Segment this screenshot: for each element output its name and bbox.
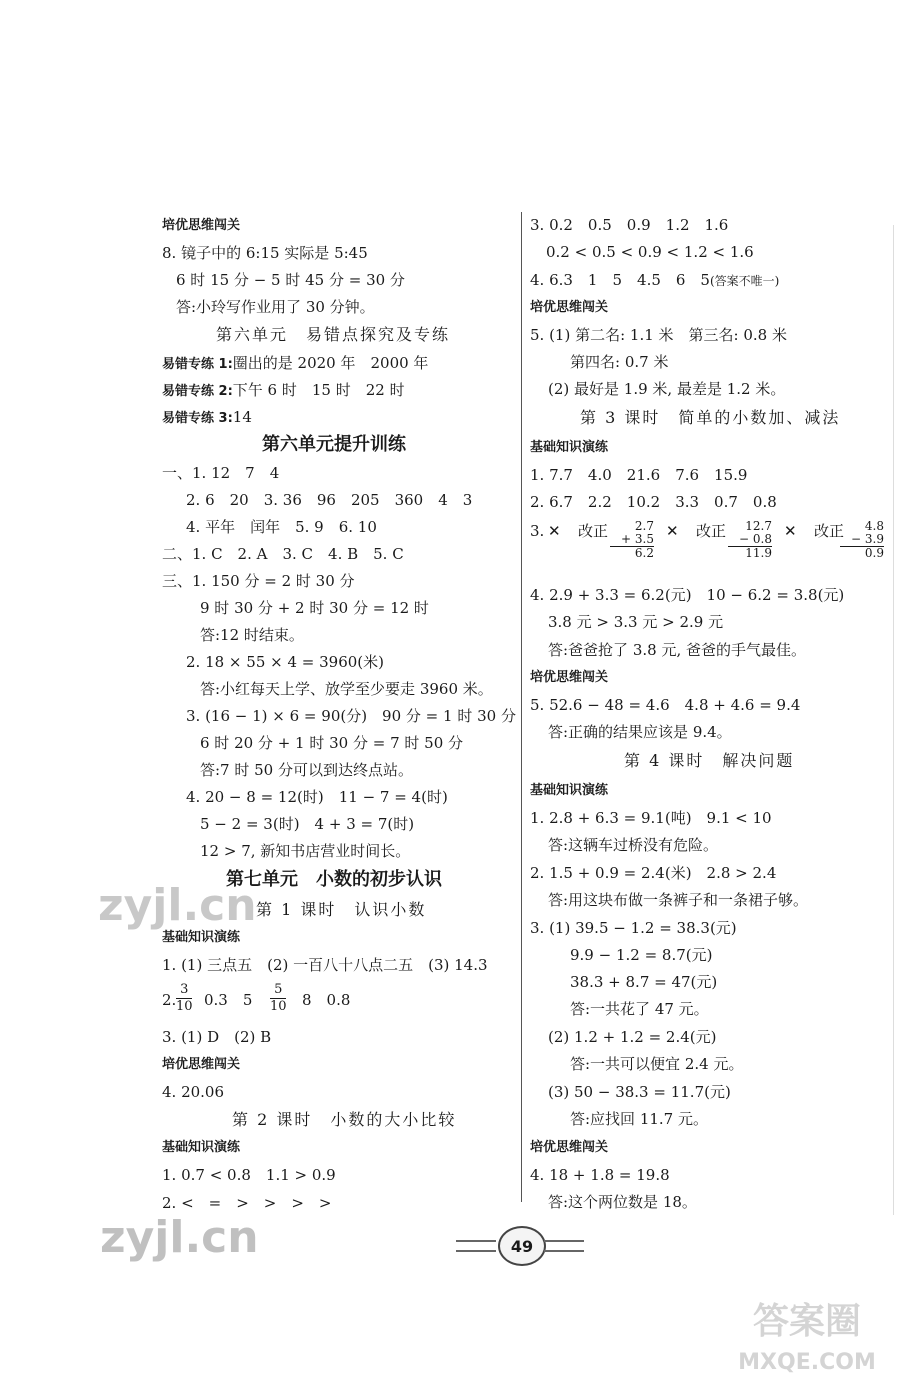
unit-heading: 第六单元提升训练 <box>262 434 406 455</box>
fraction <box>270 982 287 1015</box>
answer-line: 9 时 30 分 + 2 时 30 分 = 12 时 <box>200 599 429 617</box>
answer-line: 2. 6 20 3. 36 96 205 360 4 3 <box>186 491 473 509</box>
answer-text: 下午 6 时 15 时 22 时 <box>232 381 405 399</box>
answer-line: 答:这辆车过桥没有危险。 <box>548 836 719 854</box>
calc-operand: − 0.8 <box>739 532 772 546</box>
practice-label: 易错专练 1: <box>162 357 233 372</box>
answer-line: 0.2 < 0.5 < 0.9 < 1.2 < 1.6 <box>546 243 754 261</box>
answer-text: 8 0.8 <box>302 991 351 1009</box>
answer-line: 6 时 20 分 + 1 时 30 分 = 7 时 50 分 <box>200 734 464 752</box>
answer-line: 4. 18 + 1.8 = 19.8 <box>530 1166 670 1184</box>
edge-line <box>893 225 894 1215</box>
answer-line: 2. 6.7 2.2 10.2 3.3 0.7 0.8 <box>530 493 777 511</box>
calc-result: 11.9 <box>728 546 772 560</box>
answer-line: 2. 1.5 + 0.9 = 2.4(米) 2.8 > 2.4 <box>530 864 777 882</box>
answer-line: 答:正确的结果应该是 9.4。 <box>548 723 732 741</box>
calc-top: 12.7 <box>745 519 772 533</box>
answer-line: 1. 7.7 4.0 21.6 7.6 15.9 <box>530 466 748 484</box>
lesson-heading: 第 3 课时 简单的小数加、减法 <box>580 408 841 427</box>
answer-line: (2) 最好是 1.9 米, 最差是 1.2 米。 <box>548 380 786 398</box>
watermark: zyjl.cn <box>98 880 257 931</box>
answer-line: 1. 2.8 + 6.3 = 9.1(吨) 9.1 < 10 <box>530 809 772 827</box>
answer-line: 答:用这块布做一条裤子和一条裙子够。 <box>548 891 809 909</box>
answer-line: 1. 0.7 < 0.8 1.1 > 0.9 <box>162 1166 336 1184</box>
page-number-ornament <box>544 1240 584 1252</box>
unit-heading: 第七单元 小数的初步认识 <box>226 869 442 890</box>
answer-text: 4. 6.3 1 5 4.5 6 5 <box>530 271 710 289</box>
answer-line: 答:一共可以便宜 2.4 元。 <box>570 1055 744 1073</box>
section-label: 基础知识演练 <box>530 440 609 455</box>
page-number-ornament <box>456 1240 496 1252</box>
answer-line: 答:7 时 50 分可以到达终点站。 <box>200 761 413 779</box>
answer-line: 9.9 − 1.2 = 8.7(元) <box>570 946 713 964</box>
watermark: zyjl.cn <box>100 1212 259 1263</box>
calc-operand: − 3.9 <box>851 532 884 546</box>
answer-line-number: 3. <box>530 522 545 540</box>
logo-watermark: 答案圈 <box>752 1300 861 1342</box>
calc-operand: + 3.5 <box>621 532 654 546</box>
page-number: 49 <box>498 1226 546 1266</box>
section-label: 基础知识演练 <box>530 783 609 798</box>
vertical-calculation <box>728 520 772 560</box>
correction-label: 改正 <box>578 522 609 540</box>
answer-line: (2) 1.2 + 1.2 = 2.4(元) <box>548 1028 717 1046</box>
calc-result: 6.2 <box>610 546 654 560</box>
column-divider <box>521 212 522 1202</box>
answer-line: 3. (16 − 1) × 6 = 90(分) 90 分 = 1 时 30 分 <box>186 707 516 725</box>
answer-line <box>162 407 252 429</box>
wrong-mark-icon: ✕ <box>784 522 797 540</box>
answer-line: 5. 52.6 − 48 = 4.6 4.8 + 4.6 = 9.4 <box>530 696 801 714</box>
answer-line: 答:一共花了 47 元。 <box>570 1000 709 1018</box>
practice-label: 易错专练 2: <box>162 384 233 399</box>
answer-line: 3. 0.2 0.5 0.9 1.2 1.6 <box>530 216 729 234</box>
section-label: 培优思维闯关 <box>530 670 609 685</box>
answer-line: 答:爸爸抢了 3.8 元, 爸爸的手气最佳。 <box>548 641 806 659</box>
correction-label: 改正 <box>814 522 845 540</box>
denominator: 10 <box>270 999 287 1014</box>
answer-line: 3. (1) 39.5 − 1.2 = 38.3(元) <box>530 919 737 937</box>
numerator: 5 <box>274 982 283 997</box>
answer-line: 5 − 2 = 3(时) 4 + 3 = 7(时) <box>200 815 415 833</box>
answer-line: 三、1. 150 分 = 2 时 30 分 <box>162 572 355 590</box>
answer-line: 3. (1) D (2) B <box>162 1028 272 1046</box>
section-label: 培优思维闯关 <box>162 1057 241 1072</box>
practice-label: 易错专练 3: <box>162 411 233 426</box>
unit-heading: 第六单元 易错点探究及专练 <box>216 325 451 344</box>
calc-result: 0.9 <box>840 546 884 560</box>
answer-line: 2. < = > > > > <box>162 1194 332 1212</box>
calc-top: 2.7 <box>634 519 654 533</box>
answer-line <box>162 353 428 375</box>
answer-line <box>530 270 779 291</box>
answer-line: 3.8 元 > 3.3 元 > 2.9 元 <box>548 613 724 631</box>
wrong-mark-icon: ✕ <box>666 522 679 540</box>
answer-line: 38.3 + 8.7 = 47(元) <box>570 973 718 991</box>
section-label: 培优思维闯关 <box>162 218 241 233</box>
answer-text: 圈出的是 2020 年 2000 年 <box>232 354 429 372</box>
section-label: 基础知识演练 <box>162 1140 241 1155</box>
answer-line: (3) 50 − 38.3 = 11.7(元) <box>548 1083 731 1101</box>
answer-note: (答案不唯一) <box>709 274 780 288</box>
answer-line: 4. 2.9 + 3.3 = 6.2(元) 10 − 6.2 = 3.8(元) <box>530 586 845 604</box>
answer-line: 答:小红每天上学、放学至少要走 3960 米。 <box>200 680 493 698</box>
lesson-heading: 第 2 课时 小数的大小比较 <box>232 1110 457 1129</box>
answer-line: 一、1. 12 7 4 <box>162 464 280 482</box>
vertical-calculation <box>840 520 884 560</box>
answer-line: 12 > 7, 新知书店营业时间长。 <box>200 842 411 860</box>
answer-line: 1. (1) 三点五 (2) 一百八十八点二五 (3) 14.3 <box>162 956 488 974</box>
answer-line: 答:12 时结束。 <box>200 626 304 644</box>
numerator: 3 <box>180 982 189 997</box>
answer-line-number: 2. <box>162 991 177 1009</box>
section-label: 培优思维闯关 <box>530 300 609 315</box>
answer-line: 4. 平年 闰年 5. 9 6. 10 <box>186 518 377 536</box>
correction-label: 改正 <box>696 522 727 540</box>
answer-line: 答:这个两位数是 18。 <box>548 1193 697 1211</box>
lesson-heading: 第 4 课时 解决问题 <box>624 751 795 770</box>
logo-watermark-url: MXQE.COM <box>738 1350 876 1375</box>
answer-text: 14 <box>232 408 252 426</box>
answer-line: 6 时 15 分 − 5 时 45 分 = 30 分 <box>176 271 405 289</box>
lesson-heading: 第 1 课时 认识小数 <box>256 900 427 919</box>
vertical-calculation <box>610 520 654 560</box>
answer-text: 0.3 5 <box>204 991 253 1009</box>
fraction <box>176 982 193 1015</box>
answer-line: 8. 镜子中的 6:15 实际是 5:45 <box>162 244 368 262</box>
section-label: 培优思维闯关 <box>530 1140 609 1155</box>
section-label: 基础知识演练 <box>162 930 241 945</box>
answer-line: 2. 18 × 55 × 4 = 3960(米) <box>186 653 384 671</box>
answer-line: 4. 20.06 <box>162 1083 225 1101</box>
answer-line: 5. (1) 第二名: 1.1 米 第三名: 0.8 米 <box>530 326 787 344</box>
answer-line: 第四名: 0.7 米 <box>570 353 669 371</box>
answer-line: 答:应找回 11.7 元。 <box>570 1110 708 1128</box>
answer-line <box>162 380 405 402</box>
denominator: 10 <box>176 999 193 1014</box>
answer-line: 4. 20 − 8 = 12(时) 11 − 7 = 4(时) <box>186 788 448 806</box>
answer-line: 答:小玲写作业用了 30 分钟。 <box>176 298 375 316</box>
calc-top: 4.8 <box>864 519 884 533</box>
wrong-mark-icon: ✕ <box>548 522 561 540</box>
answer-line: 二、1. C 2. A 3. C 4. B 5. C <box>162 545 404 563</box>
